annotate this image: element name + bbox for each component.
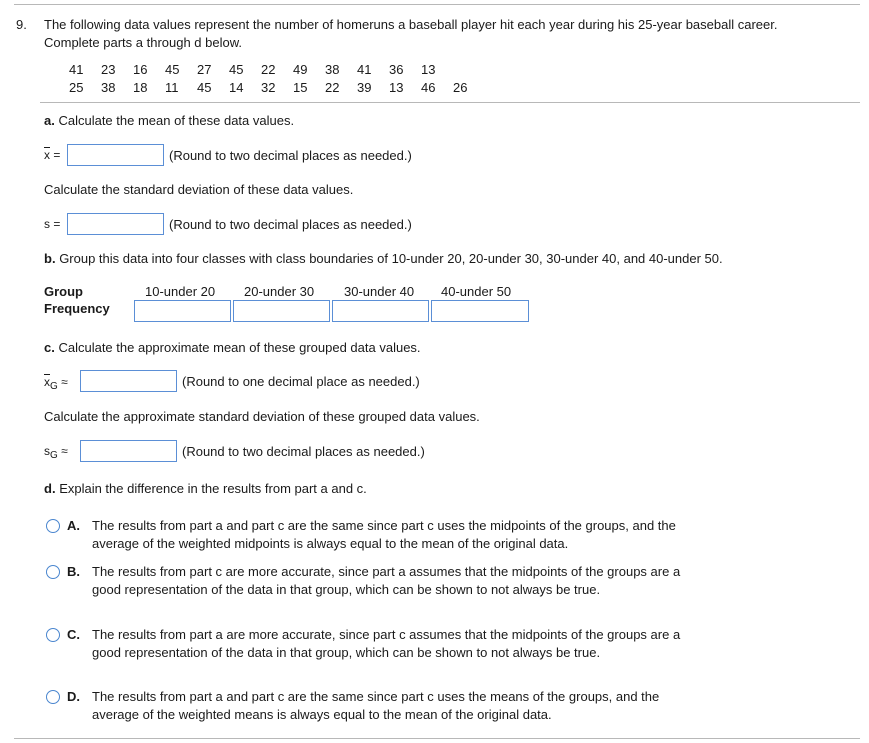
- part-d-label: d.: [44, 481, 56, 496]
- top-divider: [14, 4, 860, 5]
- frequency-input[interactable]: [134, 300, 231, 322]
- part-c-prompt-text: Calculate the approximate mean of these grouped data values.: [58, 340, 421, 355]
- data-value: 49: [293, 62, 308, 77]
- grouped-mean-hint: (Round to one decimal place as needed.): [182, 374, 420, 389]
- data-value: 27: [197, 62, 212, 77]
- choice-a-text[interactable]: The results from part a and part c are the same since part c uses the midpoints of the groups, and the average of the weighted midpoints is always equal to the mean of the original data.: [92, 518, 676, 551]
- data-value: 46: [421, 80, 436, 95]
- data-value: 26: [453, 80, 468, 95]
- data-value: 36: [389, 62, 404, 77]
- mean-input[interactable]: [67, 144, 164, 166]
- grouped-sd-hint: (Round to two decimal places as needed.): [182, 444, 425, 459]
- data-value: 32: [261, 80, 276, 95]
- grouped-mean-label: [44, 375, 68, 392]
- data-value: 22: [325, 80, 340, 95]
- choice-a-letter: A.: [67, 518, 80, 533]
- data-value: 45: [197, 80, 212, 95]
- sd-prompt: Calculate the standard deviation of these data values.: [44, 182, 354, 197]
- data-value: 22: [261, 62, 276, 77]
- mean-label: [44, 148, 60, 162]
- part-a-label: a.: [44, 113, 55, 128]
- data-value: 13: [389, 80, 404, 95]
- choice-c-text[interactable]: The results from part a are more accurate, since part c assumes that the midpoints of the groups are a good representation of the data in that group, which can be shown to not always be true.: [92, 627, 681, 660]
- choice-c-radio[interactable]: [46, 628, 60, 642]
- data-value: 41: [357, 62, 372, 77]
- data-value: 18: [133, 80, 148, 95]
- equals-sign: =: [53, 148, 61, 162]
- data-value: 14: [229, 80, 244, 95]
- part-a-prompt: [44, 113, 294, 128]
- class-header: 40-under 50: [441, 284, 512, 299]
- part-a-prompt-text: Calculate the mean of these data values.: [58, 113, 295, 128]
- class-header: 30-under 40: [344, 284, 415, 299]
- part-c-prompt: [44, 340, 421, 355]
- data-value: 11: [165, 80, 179, 95]
- s-symbol: s: [44, 444, 50, 458]
- part-c-label: c.: [44, 340, 55, 355]
- frequency-input[interactable]: [233, 300, 330, 322]
- class-header: 10-under 20: [145, 284, 216, 299]
- x-bar-symbol: $\overline{x}$: [44, 148, 50, 162]
- sd-input[interactable]: [67, 213, 164, 235]
- choice-a-radio[interactable]: [46, 519, 60, 533]
- data-value: 45: [229, 62, 244, 77]
- data-value: 15: [293, 80, 308, 95]
- data-value: 38: [101, 80, 116, 95]
- part-b-label: b.: [44, 251, 56, 266]
- frequency-label: Frequency: [44, 301, 110, 316]
- section-divider: [40, 102, 860, 103]
- data-value: 13: [421, 62, 436, 77]
- frequency-input[interactable]: [332, 300, 429, 322]
- choice-b-radio[interactable]: [46, 565, 60, 579]
- choice-d-letter: D.: [67, 689, 80, 704]
- mean-hint: (Round to two decimal places as needed.): [169, 148, 412, 163]
- data-value: 41: [69, 62, 84, 77]
- grouped-sd-prompt: Calculate the approximate standard deviation of these grouped data values.: [44, 409, 480, 424]
- sd-hint: (Round to two decimal places as needed.): [169, 217, 412, 232]
- choice-c-letter: C.: [67, 627, 80, 642]
- part-b-prompt-text: Group this data into four classes with class boundaries of 10-under 20, 20-under 30, 30-under 40, and 40-under 50.: [59, 251, 723, 266]
- data-value: 39: [357, 80, 372, 95]
- question-number: 9.: [16, 17, 27, 32]
- part-d-prompt-text: Explain the difference in the results from part a and c.: [59, 481, 367, 496]
- question-prompt-line2: Complete parts a through d below.: [44, 35, 243, 50]
- choice-b-letter: B.: [67, 564, 80, 579]
- grouped-sd-label: [44, 444, 68, 461]
- data-value: 23: [101, 62, 116, 77]
- part-b-prompt: [44, 251, 723, 266]
- class-header: 20-under 30: [244, 284, 315, 299]
- group-label: Group: [44, 284, 83, 299]
- choice-d-text[interactable]: The results from part a and part c are the same since part c uses the means of the groups, and the average of the weighted means is always equal to the mean of the original data.: [92, 689, 660, 722]
- data-value: 25: [69, 80, 84, 95]
- frequency-input[interactable]: [431, 300, 529, 322]
- data-value: 45: [165, 62, 180, 77]
- choice-d-radio[interactable]: [46, 690, 60, 704]
- data-value: 16: [133, 62, 148, 77]
- group-subscript: G: [50, 381, 58, 392]
- bottom-divider: [14, 738, 860, 739]
- grouped-mean-input[interactable]: [80, 370, 177, 392]
- sd-label: s =: [44, 217, 61, 231]
- x-bar-symbol: $\overline{x}$: [44, 375, 50, 389]
- approx-sign: ≈: [61, 444, 68, 458]
- group-subscript: G: [50, 450, 58, 461]
- question-prompt-line1: The following data values represent the number of homeruns a baseball player hit each year during his 25-year baseball career.: [44, 17, 778, 32]
- data-value: 38: [325, 62, 340, 77]
- choice-b-text[interactable]: The results from part c are more accurate, since part a assumes that the midpoints of the groups are a good representation of the data in that group, which can be shown to not always be true.: [92, 564, 681, 597]
- approx-sign: ≈: [61, 375, 68, 389]
- part-d-prompt: [44, 481, 367, 496]
- grouped-sd-input[interactable]: [80, 440, 177, 462]
